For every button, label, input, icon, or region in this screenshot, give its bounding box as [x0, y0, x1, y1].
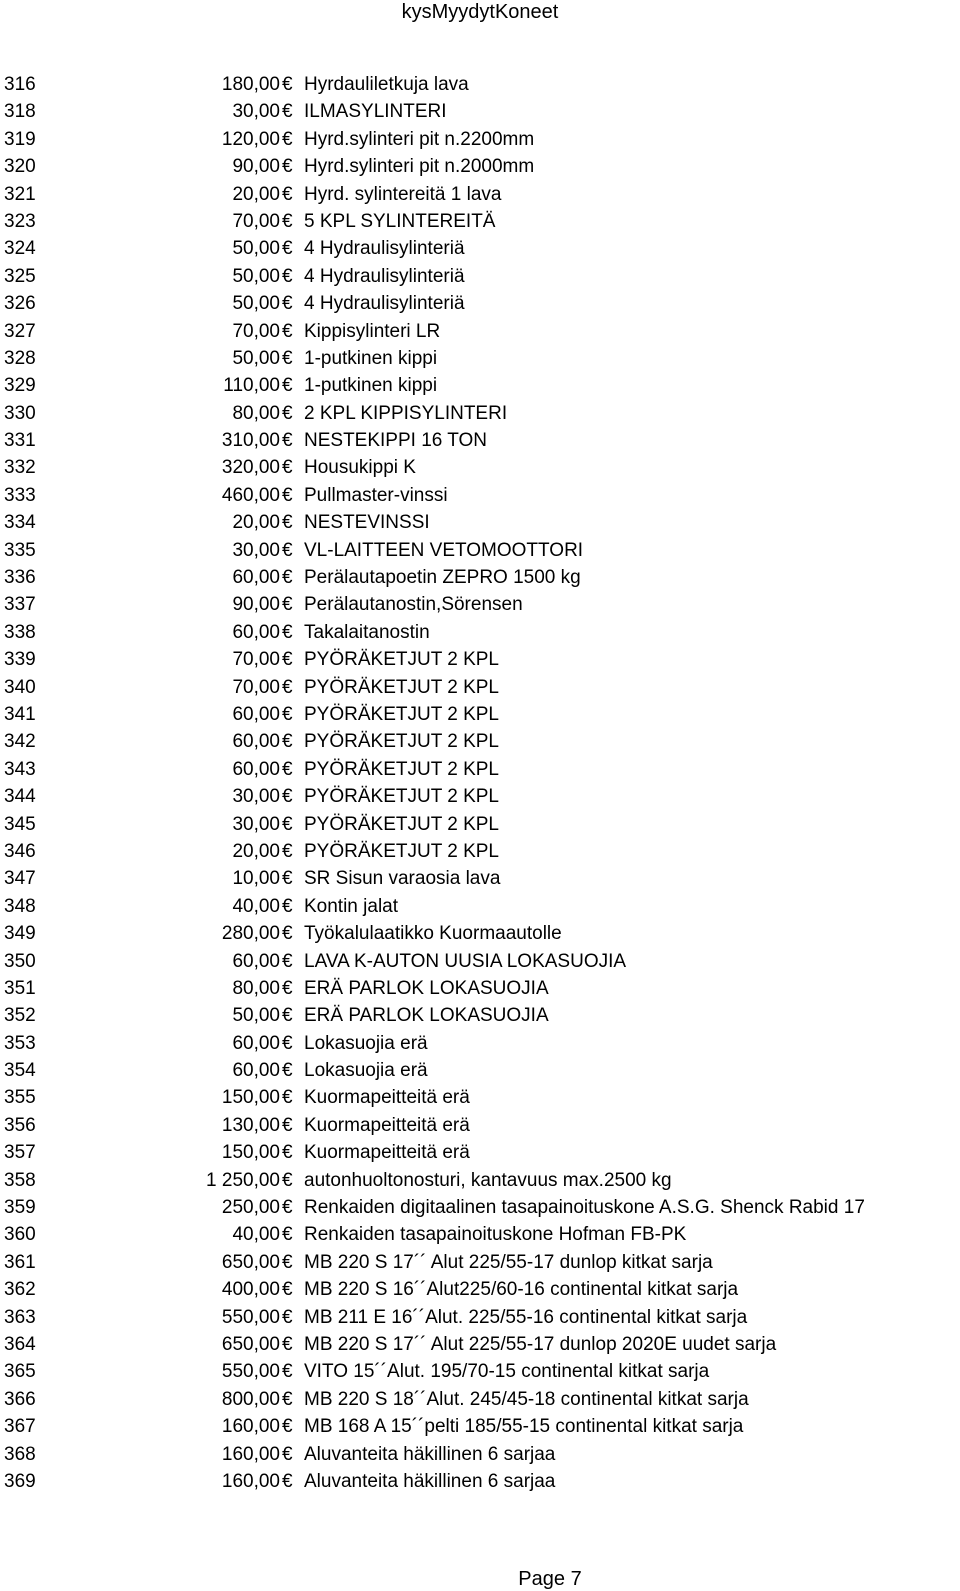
- item-price: 280,00: [221, 923, 280, 945]
- item-price: 80,00: [232, 402, 280, 424]
- item-price: 40,00: [232, 895, 280, 917]
- euro-symbol: €: [282, 1087, 293, 1109]
- item-description: MB 220 S 18´´Alut. 245/45-18 continental kitkat sarja: [304, 1388, 749, 1410]
- list-item: [0, 1389, 960, 1416]
- item-number: 324: [4, 238, 36, 260]
- item-number: 338: [4, 621, 36, 643]
- euro-symbol: €: [282, 1416, 293, 1438]
- euro-symbol: €: [282, 1470, 293, 1492]
- list-item: [0, 485, 960, 512]
- item-price: 50,00: [232, 1005, 280, 1027]
- item-description: VL-LAITTEEN VETOMOOTTORI: [304, 539, 584, 561]
- item-description: PYÖRÄKETJUT 2 KPL: [304, 786, 499, 808]
- item-number: 347: [4, 868, 36, 890]
- list-item: [0, 321, 960, 348]
- euro-symbol: €: [282, 1114, 293, 1136]
- item-description: Aluvanteita häkillinen 6 sarjaa: [304, 1443, 556, 1465]
- list-item: [0, 348, 960, 375]
- item-price: 460,00: [221, 484, 280, 506]
- item-price: 60,00: [232, 1060, 280, 1082]
- euro-symbol: €: [282, 1197, 293, 1219]
- list-item: [0, 101, 960, 128]
- item-description: PYÖRÄKETJUT 2 KPL: [304, 813, 499, 835]
- item-number: 339: [4, 649, 36, 671]
- list-item: [0, 1334, 960, 1361]
- item-price: 30,00: [232, 101, 280, 123]
- item-number: 345: [4, 813, 36, 835]
- item-description: PYÖRÄKETJUT 2 KPL: [304, 758, 499, 780]
- item-number: 316: [4, 74, 36, 95]
- list-item: [0, 896, 960, 923]
- euro-symbol: €: [282, 923, 293, 945]
- item-number: 355: [4, 1087, 36, 1109]
- list-item: [0, 731, 960, 758]
- list-item: [0, 786, 960, 813]
- item-description: NESTEVINSSI: [304, 512, 430, 534]
- item-description: LAVA K-AUTON UUSIA LOKASUOJIA: [304, 950, 627, 972]
- euro-symbol: €: [282, 676, 293, 698]
- item-number: 333: [4, 484, 36, 506]
- euro-symbol: €: [282, 868, 293, 890]
- list-item: [0, 1087, 960, 1114]
- item-description: Perälautapoetin ZEPRO 1500 kg: [304, 567, 581, 589]
- page-header-title: kysMyydytKoneet: [401, 1, 559, 23]
- item-description: autonhuoltonosturi, kantavuus max.2500 kg: [304, 1169, 672, 1191]
- euro-symbol: €: [282, 128, 293, 150]
- item-price: 250,00: [221, 1197, 280, 1219]
- item-description: Aluvanteita häkillinen 6 sarjaa: [304, 1470, 556, 1492]
- item-number: 357: [4, 1142, 36, 1164]
- list-item: [0, 594, 960, 621]
- item-price: 90,00: [232, 594, 280, 616]
- item-description: ILMASYLINTERI: [304, 101, 447, 123]
- list-item: [0, 677, 960, 704]
- list-item: [0, 1252, 960, 1279]
- item-number: 358: [4, 1169, 36, 1191]
- list-item: [0, 923, 960, 950]
- item-price: 320,00: [221, 457, 280, 479]
- item-price: 20,00: [232, 512, 280, 534]
- item-description: Kuormapeitteitä erä: [304, 1087, 470, 1109]
- item-number: 335: [4, 539, 36, 561]
- list-item: [0, 211, 960, 238]
- item-number: 327: [4, 320, 36, 342]
- item-price: 60,00: [232, 950, 280, 972]
- euro-symbol: €: [282, 1361, 293, 1383]
- item-price: 60,00: [232, 703, 280, 725]
- item-number: 364: [4, 1333, 36, 1355]
- item-number: 328: [4, 347, 36, 369]
- item-number: 330: [4, 402, 36, 424]
- list-item: [0, 704, 960, 731]
- item-price: 160,00: [221, 1443, 280, 1465]
- euro-symbol: €: [282, 567, 293, 589]
- euro-symbol: €: [282, 484, 293, 506]
- item-price: 180,00: [221, 74, 280, 95]
- euro-symbol: €: [282, 977, 293, 999]
- list-item: [0, 1170, 960, 1197]
- list-item: [0, 841, 960, 868]
- item-number: 368: [4, 1443, 36, 1465]
- euro-symbol: €: [282, 1060, 293, 1082]
- euro-symbol: €: [282, 594, 293, 616]
- item-description: Lokasuojia erä: [304, 1032, 428, 1054]
- item-number: 350: [4, 950, 36, 972]
- item-number: 362: [4, 1279, 36, 1301]
- item-description: 5 KPL SYLINTEREITÄ: [304, 210, 496, 232]
- item-number: 336: [4, 567, 36, 589]
- euro-symbol: €: [282, 539, 293, 561]
- list-item: [0, 403, 960, 430]
- item-price: 50,00: [232, 347, 280, 369]
- euro-symbol: €: [282, 813, 293, 835]
- list-item: [0, 74, 960, 101]
- item-number: 326: [4, 293, 36, 315]
- item-description: ERÄ PARLOK LOKASUOJIA: [304, 977, 549, 999]
- page-number: Page 7: [518, 1568, 582, 1590]
- list-item: [0, 266, 960, 293]
- item-number: 346: [4, 840, 36, 862]
- item-number: 342: [4, 731, 36, 753]
- item-description: 4 Hydraulisylinteriä: [304, 265, 465, 287]
- item-number: 351: [4, 977, 36, 999]
- list-item: [0, 293, 960, 320]
- item-price: 70,00: [232, 676, 280, 698]
- item-description: PYÖRÄKETJUT 2 KPL: [304, 840, 499, 862]
- euro-symbol: €: [282, 1224, 293, 1246]
- euro-symbol: €: [282, 840, 293, 862]
- item-description: PYÖRÄKETJUT 2 KPL: [304, 649, 499, 671]
- item-description: PYÖRÄKETJUT 2 KPL: [304, 676, 499, 698]
- item-description: MB 220 S 16´´Alut225/60-16 continental kitkat sarja: [304, 1279, 739, 1301]
- item-number: 360: [4, 1224, 36, 1246]
- item-number: 340: [4, 676, 36, 698]
- euro-symbol: €: [282, 1388, 293, 1410]
- list-item: [0, 1005, 960, 1032]
- euro-symbol: €: [282, 265, 293, 287]
- euro-symbol: €: [282, 183, 293, 205]
- euro-symbol: €: [282, 375, 293, 397]
- item-price: 160,00: [221, 1470, 280, 1492]
- item-number: 367: [4, 1416, 36, 1438]
- list-item: [0, 1115, 960, 1142]
- item-description: Kuormapeitteitä erä: [304, 1114, 470, 1136]
- item-number: 320: [4, 156, 36, 178]
- euro-symbol: €: [282, 74, 293, 95]
- euro-symbol: €: [282, 210, 293, 232]
- item-price: 60,00: [232, 567, 280, 589]
- euro-symbol: €: [282, 786, 293, 808]
- item-description: MB 220 S 17´´ Alut 225/55-17 dunlop 2020E uudet sarja: [304, 1333, 777, 1355]
- list-item: [0, 129, 960, 156]
- list-item: [0, 1060, 960, 1087]
- list-item: [0, 238, 960, 265]
- euro-symbol: €: [282, 430, 293, 452]
- item-price: 50,00: [232, 238, 280, 260]
- item-description: PYÖRÄKETJUT 2 KPL: [304, 731, 499, 753]
- euro-symbol: €: [282, 347, 293, 369]
- item-description: Pullmaster-vinssi: [304, 484, 448, 506]
- item-number: 348: [4, 895, 36, 917]
- list-item: [0, 540, 960, 567]
- item-description: PYÖRÄKETJUT 2 KPL: [304, 703, 499, 725]
- item-description: 4 Hydraulisylinteriä: [304, 293, 465, 315]
- item-description: Hyrd.sylinteri pit n.2000mm: [304, 156, 535, 178]
- euro-symbol: €: [282, 1169, 293, 1191]
- item-description: Lokasuojia erä: [304, 1060, 428, 1082]
- list-item: [0, 759, 960, 786]
- euro-symbol: €: [282, 1142, 293, 1164]
- euro-symbol: €: [282, 156, 293, 178]
- item-number: 365: [4, 1361, 36, 1383]
- euro-symbol: €: [282, 1251, 293, 1273]
- euro-symbol: €: [282, 512, 293, 534]
- item-description: Hyrd.sylinteri pit n.2200mm: [304, 128, 535, 150]
- item-price: 1 250,00: [206, 1169, 280, 1191]
- list-item: [0, 622, 960, 649]
- item-description: SR Sisun varaosia lava: [304, 868, 501, 890]
- item-price: 310,00: [221, 430, 280, 452]
- list-item: [0, 184, 960, 211]
- list-item: [0, 978, 960, 1005]
- item-price: 60,00: [232, 621, 280, 643]
- item-description: 1-putkinen kippi: [304, 375, 438, 397]
- euro-symbol: €: [282, 1005, 293, 1027]
- list-item: [0, 1416, 960, 1443]
- item-description: Renkaiden tasapainoituskone Hofman FB-PK: [304, 1224, 687, 1246]
- item-number: 329: [4, 375, 36, 397]
- item-price: 120,00: [221, 128, 280, 150]
- item-number: 359: [4, 1197, 36, 1219]
- list-item: [0, 1361, 960, 1388]
- item-price: 130,00: [221, 1114, 280, 1136]
- item-number: 356: [4, 1114, 36, 1136]
- item-description: MB 211 E 16´´Alut. 225/55-16 continental kitkat sarja: [304, 1306, 748, 1328]
- list-item: [0, 1224, 960, 1251]
- item-number: 325: [4, 265, 36, 287]
- item-price: 150,00: [221, 1087, 280, 1109]
- list-item: [0, 1197, 960, 1224]
- item-number: 332: [4, 457, 36, 479]
- item-price: 20,00: [232, 183, 280, 205]
- item-description: NESTEKIPPI 16 TON: [304, 430, 488, 452]
- item-price: 650,00: [221, 1333, 280, 1355]
- list-item: [0, 1142, 960, 1169]
- item-price: 10,00: [232, 868, 280, 890]
- item-price: 800,00: [221, 1388, 280, 1410]
- list-item: [0, 868, 960, 895]
- euro-symbol: €: [282, 621, 293, 643]
- item-description: MB 168 A 15´´pelti 185/55-15 continental kitkat sarja: [304, 1416, 744, 1438]
- item-price: 30,00: [232, 539, 280, 561]
- euro-symbol: €: [282, 1443, 293, 1465]
- item-price: 60,00: [232, 758, 280, 780]
- item-number: 354: [4, 1060, 36, 1082]
- item-description: 2 KPL KIPPISYLINTERI: [304, 402, 508, 424]
- item-number: 334: [4, 512, 36, 534]
- item-price: 650,00: [221, 1251, 280, 1273]
- item-price: 60,00: [232, 1032, 280, 1054]
- euro-symbol: €: [282, 1333, 293, 1355]
- item-price: 150,00: [221, 1142, 280, 1164]
- list-item: [0, 375, 960, 402]
- euro-symbol: €: [282, 1032, 293, 1054]
- euro-symbol: €: [282, 731, 293, 753]
- item-price: 60,00: [232, 731, 280, 753]
- item-number: 337: [4, 594, 36, 616]
- item-number: 353: [4, 1032, 36, 1054]
- euro-symbol: €: [282, 1306, 293, 1328]
- item-description: 4 Hydraulisylinteriä: [304, 238, 465, 260]
- item-description: ERÄ PARLOK LOKASUOJIA: [304, 1005, 549, 1027]
- item-price: 80,00: [232, 977, 280, 999]
- item-description: Hyrdauliletkuja lava: [304, 74, 469, 95]
- item-price: 40,00: [232, 1224, 280, 1246]
- item-number: 349: [4, 923, 36, 945]
- item-number: 344: [4, 786, 36, 808]
- list-item: [0, 951, 960, 978]
- euro-symbol: €: [282, 950, 293, 972]
- item-description: Perälautanostin,Sörensen: [304, 594, 523, 616]
- item-description: MB 220 S 17´´ Alut 225/55-17 dunlop kitkat sarja: [304, 1251, 713, 1273]
- item-description: Renkaiden digitaalinen tasapainoituskone A.S.G. Shenck Rabid 17: [304, 1197, 865, 1219]
- list-item: [0, 814, 960, 841]
- euro-symbol: €: [282, 238, 293, 260]
- list-item: [0, 457, 960, 484]
- list-item: [0, 512, 960, 539]
- item-price: 30,00: [232, 786, 280, 808]
- item-description: Kippisylinteri LR: [304, 320, 441, 342]
- item-price: 20,00: [232, 840, 280, 862]
- item-description: VITO 15´´Alut. 195/70-15 continental kitkat sarja: [304, 1361, 710, 1383]
- item-number: 352: [4, 1005, 36, 1027]
- item-description: Työkalulaatikko Kuormaautolle: [304, 923, 562, 945]
- item-price: 30,00: [232, 813, 280, 835]
- item-price: 50,00: [232, 265, 280, 287]
- item-description: Kuormapeitteitä erä: [304, 1142, 470, 1164]
- item-price: 400,00: [221, 1279, 280, 1301]
- euro-symbol: €: [282, 293, 293, 315]
- euro-symbol: €: [282, 1279, 293, 1301]
- item-number: 363: [4, 1306, 36, 1328]
- euro-symbol: €: [282, 703, 293, 725]
- list-item: [0, 1279, 960, 1306]
- item-number: 343: [4, 758, 36, 780]
- item-number: 318: [4, 101, 36, 123]
- item-number: 366: [4, 1388, 36, 1410]
- list-item: [0, 1471, 960, 1498]
- list-item: [0, 649, 960, 676]
- item-number: 341: [4, 703, 36, 725]
- euro-symbol: €: [282, 101, 293, 123]
- euro-symbol: €: [282, 895, 293, 917]
- item-price: 550,00: [221, 1306, 280, 1328]
- items-list: [0, 74, 960, 1498]
- item-price: 90,00: [232, 156, 280, 178]
- item-number: 369: [4, 1470, 36, 1492]
- item-number: 331: [4, 430, 36, 452]
- list-item: [0, 430, 960, 457]
- list-item: [0, 567, 960, 594]
- item-description: Kontin jalat: [304, 895, 399, 917]
- item-price: 160,00: [221, 1416, 280, 1438]
- euro-symbol: €: [282, 402, 293, 424]
- item-price: 70,00: [232, 210, 280, 232]
- euro-symbol: €: [282, 320, 293, 342]
- euro-symbol: €: [282, 649, 293, 671]
- item-price: 70,00: [232, 320, 280, 342]
- item-number: 323: [4, 210, 36, 232]
- item-description: Housukippi K: [304, 457, 416, 479]
- item-description: Takalaitanostin: [304, 621, 430, 643]
- euro-symbol: €: [282, 457, 293, 479]
- item-price: 70,00: [232, 649, 280, 671]
- list-item: [0, 1444, 960, 1471]
- list-item: [0, 1033, 960, 1060]
- item-description: Hyrd. sylintereitä 1 lava: [304, 183, 502, 205]
- list-item: [0, 156, 960, 183]
- item-number: 319: [4, 128, 36, 150]
- item-number: 321: [4, 183, 36, 205]
- item-number: 361: [4, 1251, 36, 1273]
- list-item: [0, 1307, 960, 1334]
- euro-symbol: €: [282, 758, 293, 780]
- item-price: 550,00: [221, 1361, 280, 1383]
- item-price: 110,00: [223, 375, 280, 397]
- item-price: 50,00: [232, 293, 280, 315]
- item-description: 1-putkinen kippi: [304, 347, 438, 369]
